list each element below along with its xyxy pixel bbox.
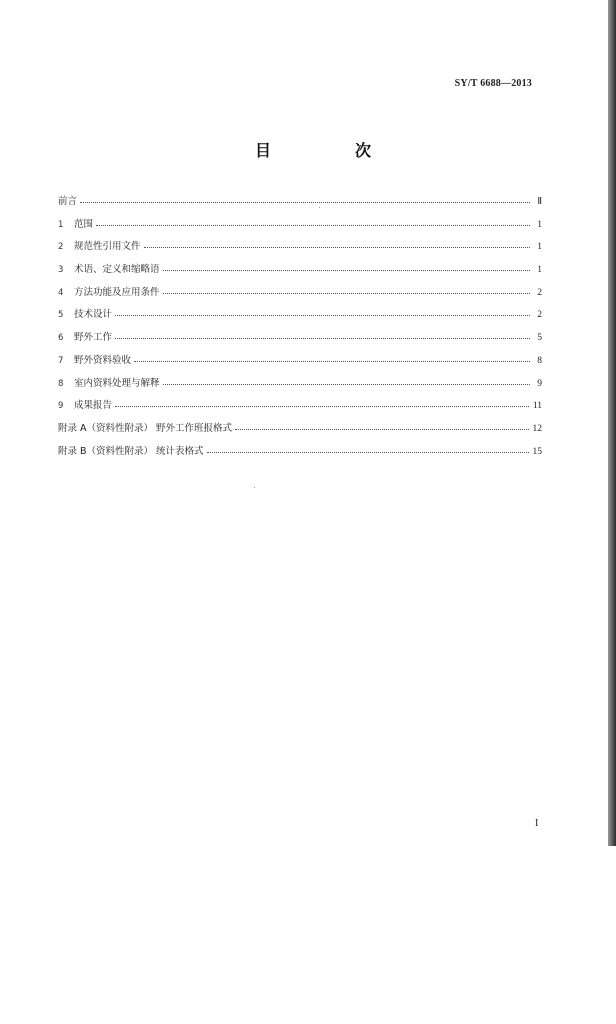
scan-speck [319, 207, 320, 208]
toc-entry-label: 成果报告 [74, 400, 113, 412]
leader-dots [115, 406, 529, 407]
toc-entry-label: 野外资料验收 [74, 354, 132, 366]
toc-entry-page: 1 [537, 242, 542, 253]
toc-entry-number: 6 [58, 333, 64, 344]
toc-entry-page: 12 [532, 423, 542, 434]
toc-entry-1[interactable] [58, 216, 542, 239]
toc-entry-3[interactable] [58, 261, 542, 284]
toc-entry-number: 3 [58, 265, 64, 276]
toc-entry-label: 范围 [74, 218, 94, 230]
toc-entry-page: 15 [532, 446, 542, 457]
toc-title: 目 次 [254, 141, 405, 160]
leader-dots [96, 225, 530, 226]
toc-entry-6[interactable] [58, 329, 542, 352]
toc-entry-page: 5 [537, 333, 542, 344]
toc-entry-label: 野外工作 [74, 332, 113, 344]
standard-code: SY/T 6688—2013 [454, 78, 532, 89]
toc-entry-label: 技术设计 [74, 309, 113, 321]
page-edge-shadow [608, 0, 616, 846]
toc-entry-label: 术语、定义和缩略语 [74, 264, 160, 276]
toc-entry-number: 4 [58, 287, 64, 298]
table-of-contents [58, 193, 542, 465]
toc-entry-page: 9 [537, 378, 542, 389]
toc-entry-2[interactable] [58, 238, 542, 261]
toc-entry-page: 2 [537, 287, 542, 298]
toc-entry-label: 附录 A（资料性附录） 野外工作班报格式 [58, 422, 233, 434]
toc-entry-5[interactable] [58, 306, 542, 329]
toc-entry-page: Ⅱ [537, 197, 542, 207]
toc-entry-number: 2 [58, 242, 64, 253]
leader-dots [115, 315, 530, 316]
toc-entry-page: 1 [537, 219, 542, 230]
toc-entry-label: 规范性引用文件 [74, 241, 141, 253]
leader-dots [163, 384, 530, 385]
toc-entry-label: 室内资料处理与解释 [74, 377, 160, 389]
toc-entry-appendix-a[interactable] [58, 420, 542, 443]
leader-dots [163, 293, 530, 294]
toc-entry-7[interactable] [58, 352, 542, 375]
toc-entry-page: 8 [537, 355, 542, 366]
leader-dots [207, 452, 529, 453]
scan-speck [254, 487, 255, 488]
leader-dots [80, 202, 530, 203]
toc-entry-number: 7 [58, 355, 64, 366]
toc-entry-appendix-b[interactable] [58, 443, 542, 466]
toc-entry-9[interactable] [58, 397, 542, 420]
page-number: I [535, 818, 539, 829]
leader-dots [115, 338, 530, 339]
toc-entry-label: 附录 B（资料性附录） 统计表格式 [58, 445, 204, 457]
toc-entry-8[interactable] [58, 375, 542, 398]
toc-entry-number: 5 [58, 310, 64, 321]
toc-entry-number: 1 [58, 219, 64, 230]
leader-dots [144, 247, 530, 248]
toc-entry-number: 9 [58, 401, 64, 412]
leader-dots [163, 270, 530, 271]
toc-entry-label: 方法功能及应用条件 [74, 286, 160, 298]
toc-entry-number: 8 [58, 378, 64, 389]
leader-dots [134, 361, 530, 362]
toc-entry-page: 1 [537, 265, 542, 276]
toc-entry-foreword[interactable] [58, 193, 542, 216]
toc-entry-page: 2 [537, 310, 542, 321]
toc-entry-page: 11 [532, 401, 542, 412]
leader-dots [235, 429, 528, 430]
toc-entry-4[interactable] [58, 284, 542, 307]
toc-entry-label: 前言 [58, 196, 78, 207]
